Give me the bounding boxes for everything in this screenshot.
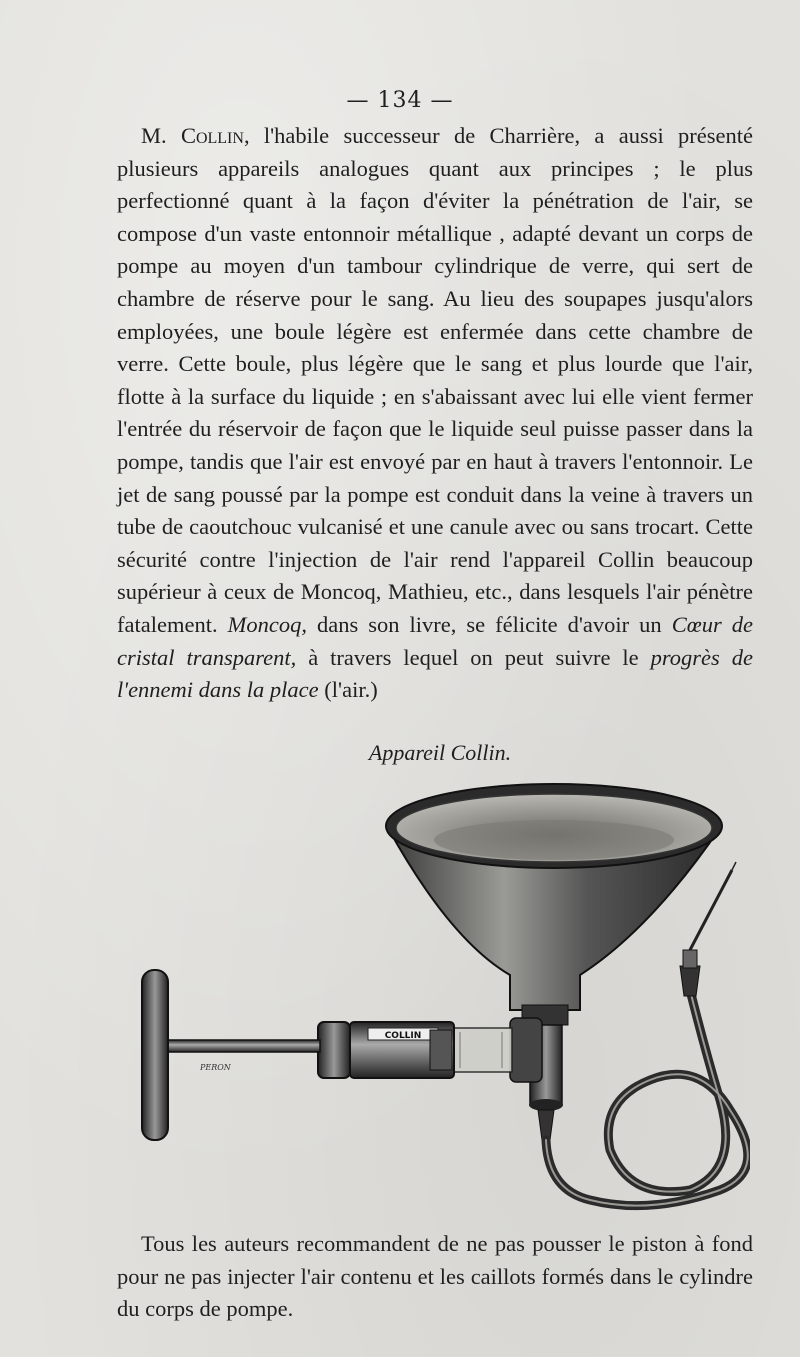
author-name: M. Collin [141,123,244,148]
closing-paragraph-block [117,1228,753,1326]
paragraph-collin [117,120,753,707]
engraver-signature: PERON [200,1063,231,1072]
funnel [386,784,722,1140]
piston [142,970,320,1140]
paragraph-text-4: (l'air.) [318,677,378,703]
moncoq-reference: Moncoq, [227,611,307,637]
page-number: — 134 — [346,88,454,113]
glass-chamber [450,1018,542,1082]
figure-caption: Appareil Collin. [368,740,512,765]
pump-barrel [318,1022,454,1078]
paragraph-text-2: dans son livre, se félicite d'avoir un [306,611,672,637]
progres-quote: progrès de l'ennemi dans la place [117,644,753,703]
paragraph-text: , l'habile successeur de Charrière, a aussi présenté plusieurs appareils analogues quant aux principes ; le plus perfectionné quant à la façon d'éviter la pénétration de l'air, se compose d'un vaste entonnoir métallique , adapté devant un corps de pompe au moyen d'un tambour cylindrique de verre, qui sert de chambre de réserve pour le sang. Au lieu des soupapes jusqu'alors employées, une boule légère est enfermée dans cette chambre de verre. Cette boule, plus légère que le sang et plus lourde que l'air, flotte à la surface du liquide ; en s'abaissant avec lui elle vient fermer l'entrée du réservoir de façon que le liquide seul puisse passer dans la pompe, tandis que l'air est envoyé par en haut à travers l'entonnoir. Le jet de sang poussé par la pompe est conduit dans la veine à travers un tube de caoutchouc vulcanisé et une canule avec ou sans trocart. Cette sécurité contre l'injection de l'air rend l'appareil Collin beaucoup supérieur à ceux de Moncoq, Mathieu, etc., dans lesquels l'air pénètre fatalement. [117,123,753,637]
coeur-quote: Cœur de cristal transparent, [117,611,753,670]
main-paragraph-block [117,120,753,707]
cannula [680,862,736,996]
rubber-tube [546,990,748,1206]
collin-apparatus-illustration [130,770,750,1230]
paragraph-piston-advice: Tous les auteurs recommandent de ne pas pousser le piston à fond pour ne pas injecter l'air contenu et les caillots formés dans le cylindre du corps de pompe. [117,1231,753,1322]
collin-engraving: COLLIN [384,1031,422,1041]
paragraph-text-3: à travers lequel on peut suivre le [296,644,651,670]
